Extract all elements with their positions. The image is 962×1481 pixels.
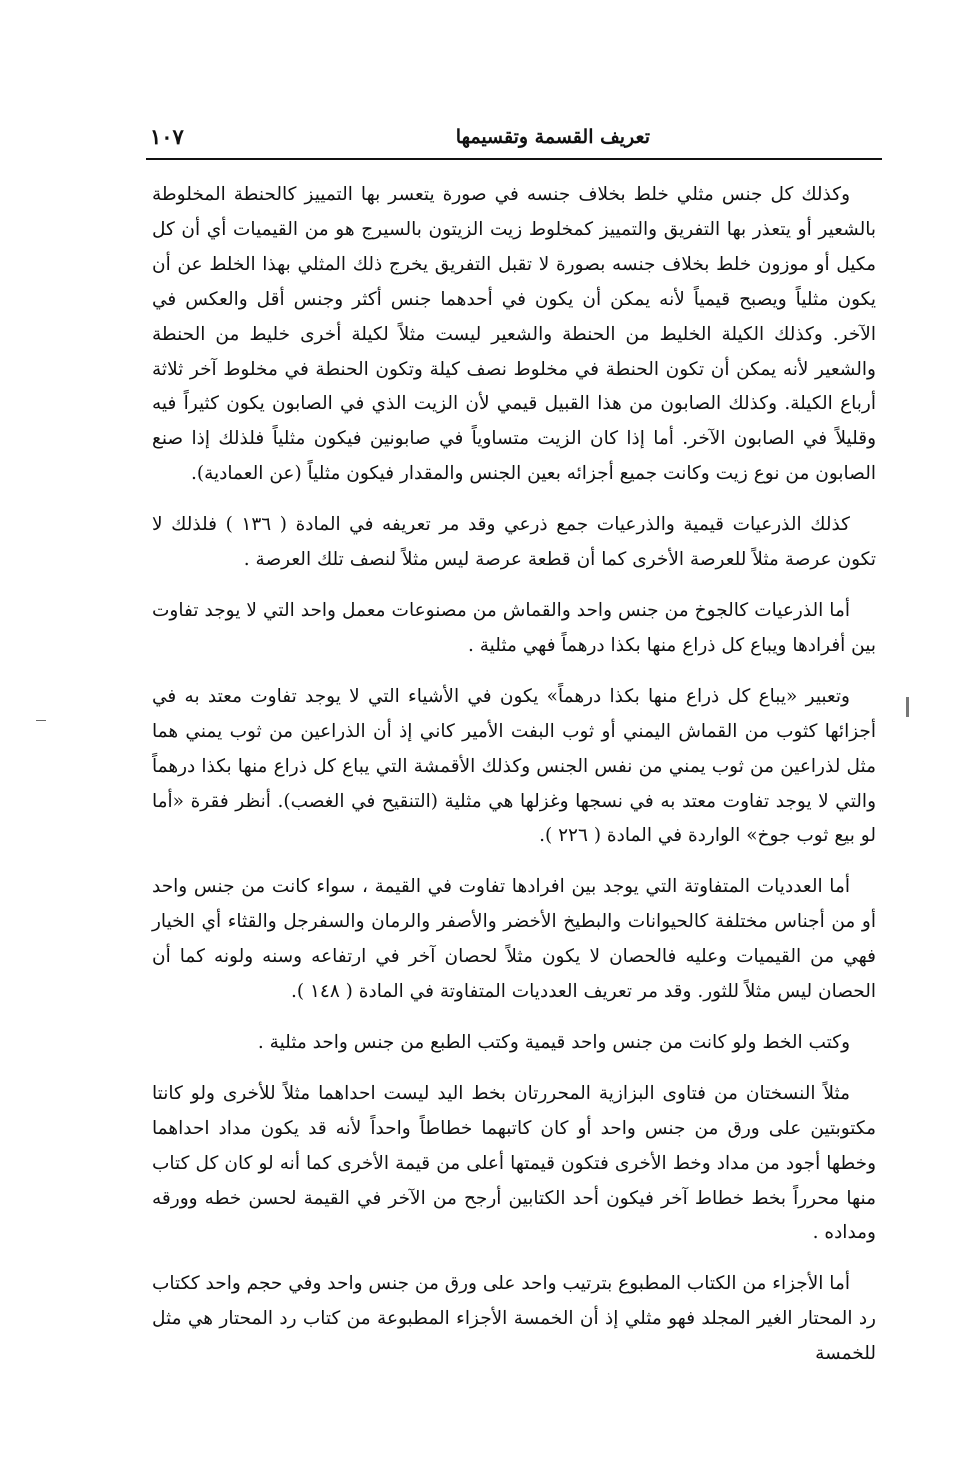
paragraph: أما الذرعيات كالجوخ من جنس واحد والقماش من مصنوعات معمل واحد التي لا يوجد تفاوت بين أفرادها ويباع كل ذراع منها بكذا درهماً فهي مثلية . (152, 599, 876, 656)
scan-mark (906, 697, 909, 717)
paragraph: وتعبير «يباع كل ذراع منها بكذا درهماً» يكون في الأشياء التي لا يوجد تفاوت معتد به في أجزائها كثوب من القماش اليمني أو ثوب البفت الأمير كاني إذ أن الذراعين من ثوب يمني هما مثل لذراعين من ثوب يمني من نفس الجنس وكذلك الأقمشة التي يباع كل ذراع منها بكذا درهماً والتي لا يوجد تفاوت معتد به في نسجها وغزلها هي مثلية (التنقيح في الغصب). أنظر فقرة «أما لو بيع ثوب جوخ» الواردة في المادة ( ٢٢٦ ). (152, 685, 876, 847)
page-number: ١٠٧ (150, 124, 184, 149)
running-title: تعريف القسمة وتقسيمها (455, 126, 650, 148)
scan-mark (36, 720, 46, 721)
header-rule (146, 158, 882, 160)
paragraph: مثلاً النسختان من فتاوى البزازية المحررتان بخط اليد ليست احداهما مثلاً للأخرى ولو كانتا مكتوبتين على ورق من جنس واحد أو كان كاتبهما خطاطاً واحداً لأنه قد يكون مداد احداهما وخطها أجود من مداد وخط الأخرى فتكون قيمتها أعلى من قيمة الأخرى كما أنه لو كان كل كتاب منها محرراً بخط خطاط آخر فيكون أحد الكتابين أرجح من الآخر في القيمة لحسن خطه وورقه ومداده . (152, 1082, 876, 1244)
paragraph: أما العدديات المتفاوتة التي يوجد بين افرادها تفاوت في القيمة ، سواء كانت من جنس واحد أو من أجناس مختلفة كالحيوانات والبطيخ الأخضر والأصفر والرمان والسفرجل والقثاء أي الخيار فهي من القيميات وعليه فالحصان لا يكون مثلاً لحصان آخر في ارتفاعه وسنه ولونه كما أن الحصان ليس مثلاً للثور. وقد مر تعريف العدديات المتفاوتة في المادة ( ١٤٨ ). (152, 876, 876, 1003)
page-header (150, 122, 880, 158)
paragraph: أما الأجزاء من الكتاب المطبوع بترتيب واحد على ورق من جنس واحد وفي حجم واحد ككتاب رد المحتار الغير المجلد فهو مثلي إذ أن الخمسة الأجزاء المطبوعة من كتاب رد المحتار هي مثل للخمسة (152, 1273, 876, 1365)
body-text (152, 178, 876, 1388)
paragraph: كذلك الذرعيات قيمية والذرعيات جمع ذرعي وقد مر تعريفه في المادة ( ١٣٦ ) فلذلك لا تكون عرصة مثلاً للعرصة الأخرى كما أن قطعة عرصة ليس مثلاً لنصف تلك العرصة . (152, 514, 876, 571)
paragraph: وكتب الخط ولو كانت من جنس واحد قيمية وكتب الطبع من جنس واحد مثلية . (257, 1031, 850, 1053)
paragraph: وكذلك كل جنس مثلي خلط بخلاف جنسه في صورة يتعسر بها التمييز كالحنطة المخلوطة بالشعير أو يتعذر بها التفريق والتمييز كمخلوط زيت الزيتون بالسيرج هو من القيميات أي أن كل مكيل أو موزون خلط بخلاف جنسه بصورة لا تقبل التفريق يخرج ذلك المثلي بهذا الخلط عن أن يكون مثلياً ويصبح قيمياً لأنه يمكن أن يكون في أحدهما جنس أكثر وجنس أقل والعكس في الآخر. وكذلك الكيلة الخليط من الحنطة والشعير ليست مثلاً لكيلة أخرى خليط من الحنطة والشعير لأنه يمكن أن تكون الحنطة في مخلوط نصف كيلة وتكون الحنطة في مخلوط آخر ثلاثة أرباع الكيلة. وكذلك الصابون من هذا القبيل قيمي لأن الزيت الذي في الصابون يكون كثيراً فيه وقليلاً في الصابون الآخر. أما إذا كان الزيت متساوياً في صابونين فيكون مثلياً فلذلك إذا صنع الصابون من نوع زيت وكانت جميع أجزائه بعين الجنس والمقدار فيكون مثلياً (عن العمادية). (152, 184, 876, 485)
